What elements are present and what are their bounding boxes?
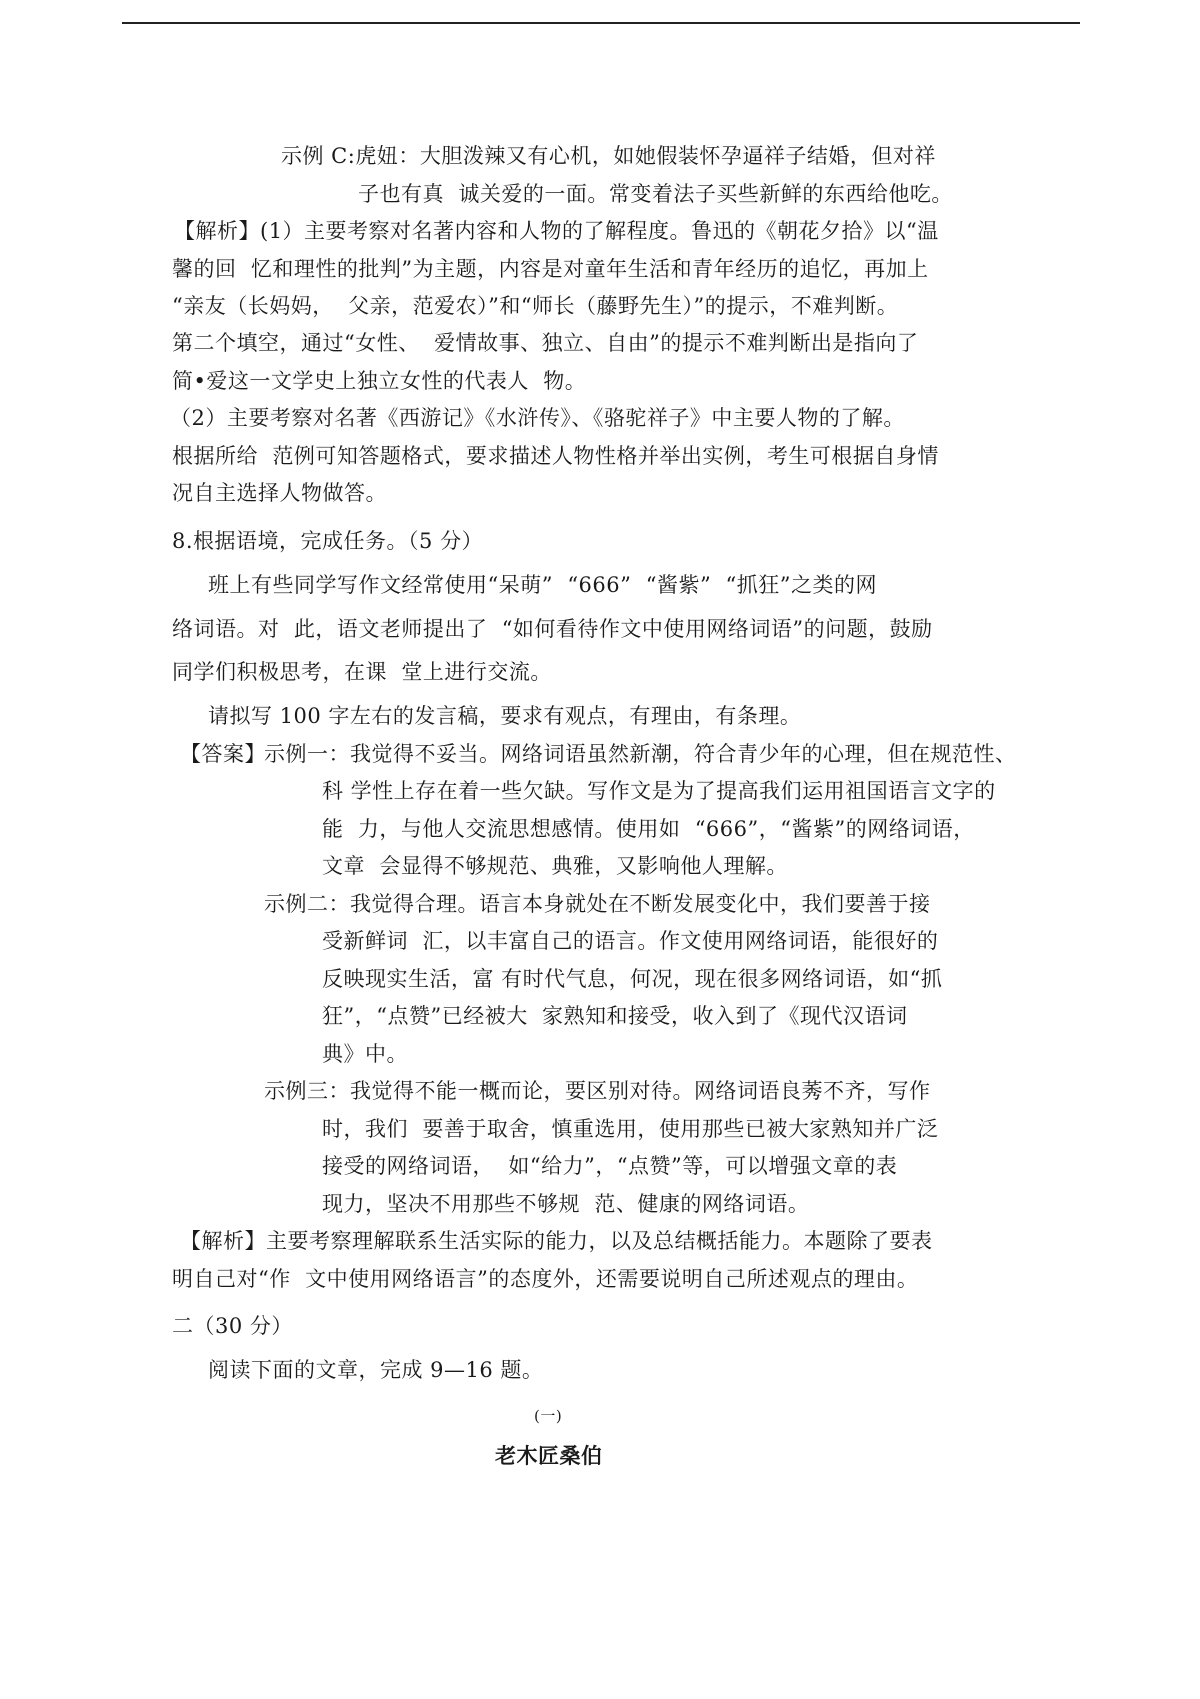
analysis-7-line1: 【解析】(1）主要考察对名著内容和人物的了解程度。鲁迅的《朝花夕拾》以“温	[174, 219, 939, 243]
example-c-line1: 示例 C:虎妞：大胆泼辣又有心机，如她假装怀孕逼祥子结婚，但对祥	[281, 144, 936, 168]
question-8-para-line3: 同学们积极思考，在课 堂上进行交流。	[172, 660, 552, 684]
answer-8-example3-line4: 现力，坚决不用那些不够规 范、健康的网络词语。	[322, 1192, 810, 1216]
analysis-8-line1: 【解析】主要考察理解联系生活实际的能力，以及总结概括能力。本题除了要表	[180, 1229, 933, 1253]
analysis-7-line4: 第二个填空，通过“女性、 爱情故事、独立、自由”的提示不难判断出是指向了	[172, 331, 919, 355]
section-2-heading: 二（30 分）	[172, 1314, 293, 1338]
analysis-7-line8: 况自主选择人物做答。	[172, 481, 387, 505]
analysis-7-line5: 简•爱这一文学史上独立女性的代表人 物。	[172, 369, 587, 393]
answer-8-example2-line1: 示例二：我觉得合理。语言本身就处在不断发展变化中，我们要善于接	[264, 892, 931, 916]
section-2-instruction: 阅读下面的文章，完成 9—16 题。	[208, 1358, 544, 1382]
answer-8-example1-line1: 示例一：我觉得不妥当。网络词语虽然新潮，符合青少年的心理，但在规范性、	[264, 742, 1017, 766]
question-8-para-line1: 班上有些同学写作文经常使用“呆萌” “666” “酱紫” “抓狂”之类的网	[208, 573, 878, 597]
analysis-7-line2: 馨的回 忆和理性的批判”为主题，内容是对童年生活和青年经历的追忆，再加上	[172, 257, 929, 281]
analysis-7-line7: 根据所给 范例可知答题格式，要求描述人物性格并举出实例，考生可根据自身情	[172, 444, 939, 468]
answer-8-label: 【答案】	[180, 742, 266, 766]
answer-8-example1-line4: 文章 会显得不够规范、典雅，又影响他人理解。	[322, 854, 788, 878]
answer-8-example2-line2: 受新鲜词 汇，以丰富自己的语言。作文使用网络词语，能很好的	[322, 929, 939, 953]
question-8-para-line2: 络词语。对 此，语文老师提出了 “如何看待作文中使用网络词语”的问题，鼓励	[172, 617, 933, 641]
answer-8-example3-line1: 示例三：我觉得不能一概而论，要区别对待。网络词语良莠不齐，写作	[264, 1079, 931, 1103]
question-8-task: 请拟写 100 字左右的发言稿，要求有观点，有理由，有条理。	[208, 704, 802, 728]
answer-8-example3-line2: 时，我们 要善于取舍，慎重选用，使用那些已被大家熟知并广泛	[322, 1117, 939, 1141]
top-rule	[122, 22, 1080, 24]
answer-8-example1-line2: 科 学性上存在着一些欠缺。写作文是为了提高我们运用祖国语言文字的	[322, 779, 996, 803]
part-marker: (一)	[534, 1407, 563, 1425]
answer-8-example2-line5: 典》中。	[322, 1042, 408, 1066]
answer-8-example3-line3: 接受的网络词语， 如“给力”，“点赞”等，可以增强文章的表	[322, 1154, 898, 1178]
analysis-8-line2: 明自己对“作 文中使用网络语言”的态度外，还需要说明自己所述观点的理由。	[172, 1267, 919, 1291]
question-8-heading: 8.根据语境，完成任务。（5 分）	[172, 529, 484, 553]
analysis-7-line6: （2）主要考察对名著《西游记》《水浒传》、《骆驼祥子》中主要人物的了解。	[170, 406, 905, 430]
answer-8-example2-line3: 反映现实生活，富 有时代气息，何况，现在很多网络词语，如“抓	[322, 967, 943, 991]
analysis-7-line3: “亲友（长妈妈， 父亲，范爱农）”和“师长（藤野先生）”的提示，不难判断。	[172, 294, 899, 318]
answer-8-example1-line3: 能 力，与他人交流思想感情。使用如 “666”，“酱紫”的网络词语，	[322, 817, 975, 841]
answer-8-example2-line4: 狂”，“点赞”已经被大 家熟知和接受，收入到了《现代汉语词	[322, 1004, 908, 1028]
example-c-line2: 子也有真 诚关爱的一面。常变着法子买些新鲜的东西给他吃。	[358, 182, 953, 206]
article-title: 老木匠桑伯	[495, 1444, 603, 1468]
